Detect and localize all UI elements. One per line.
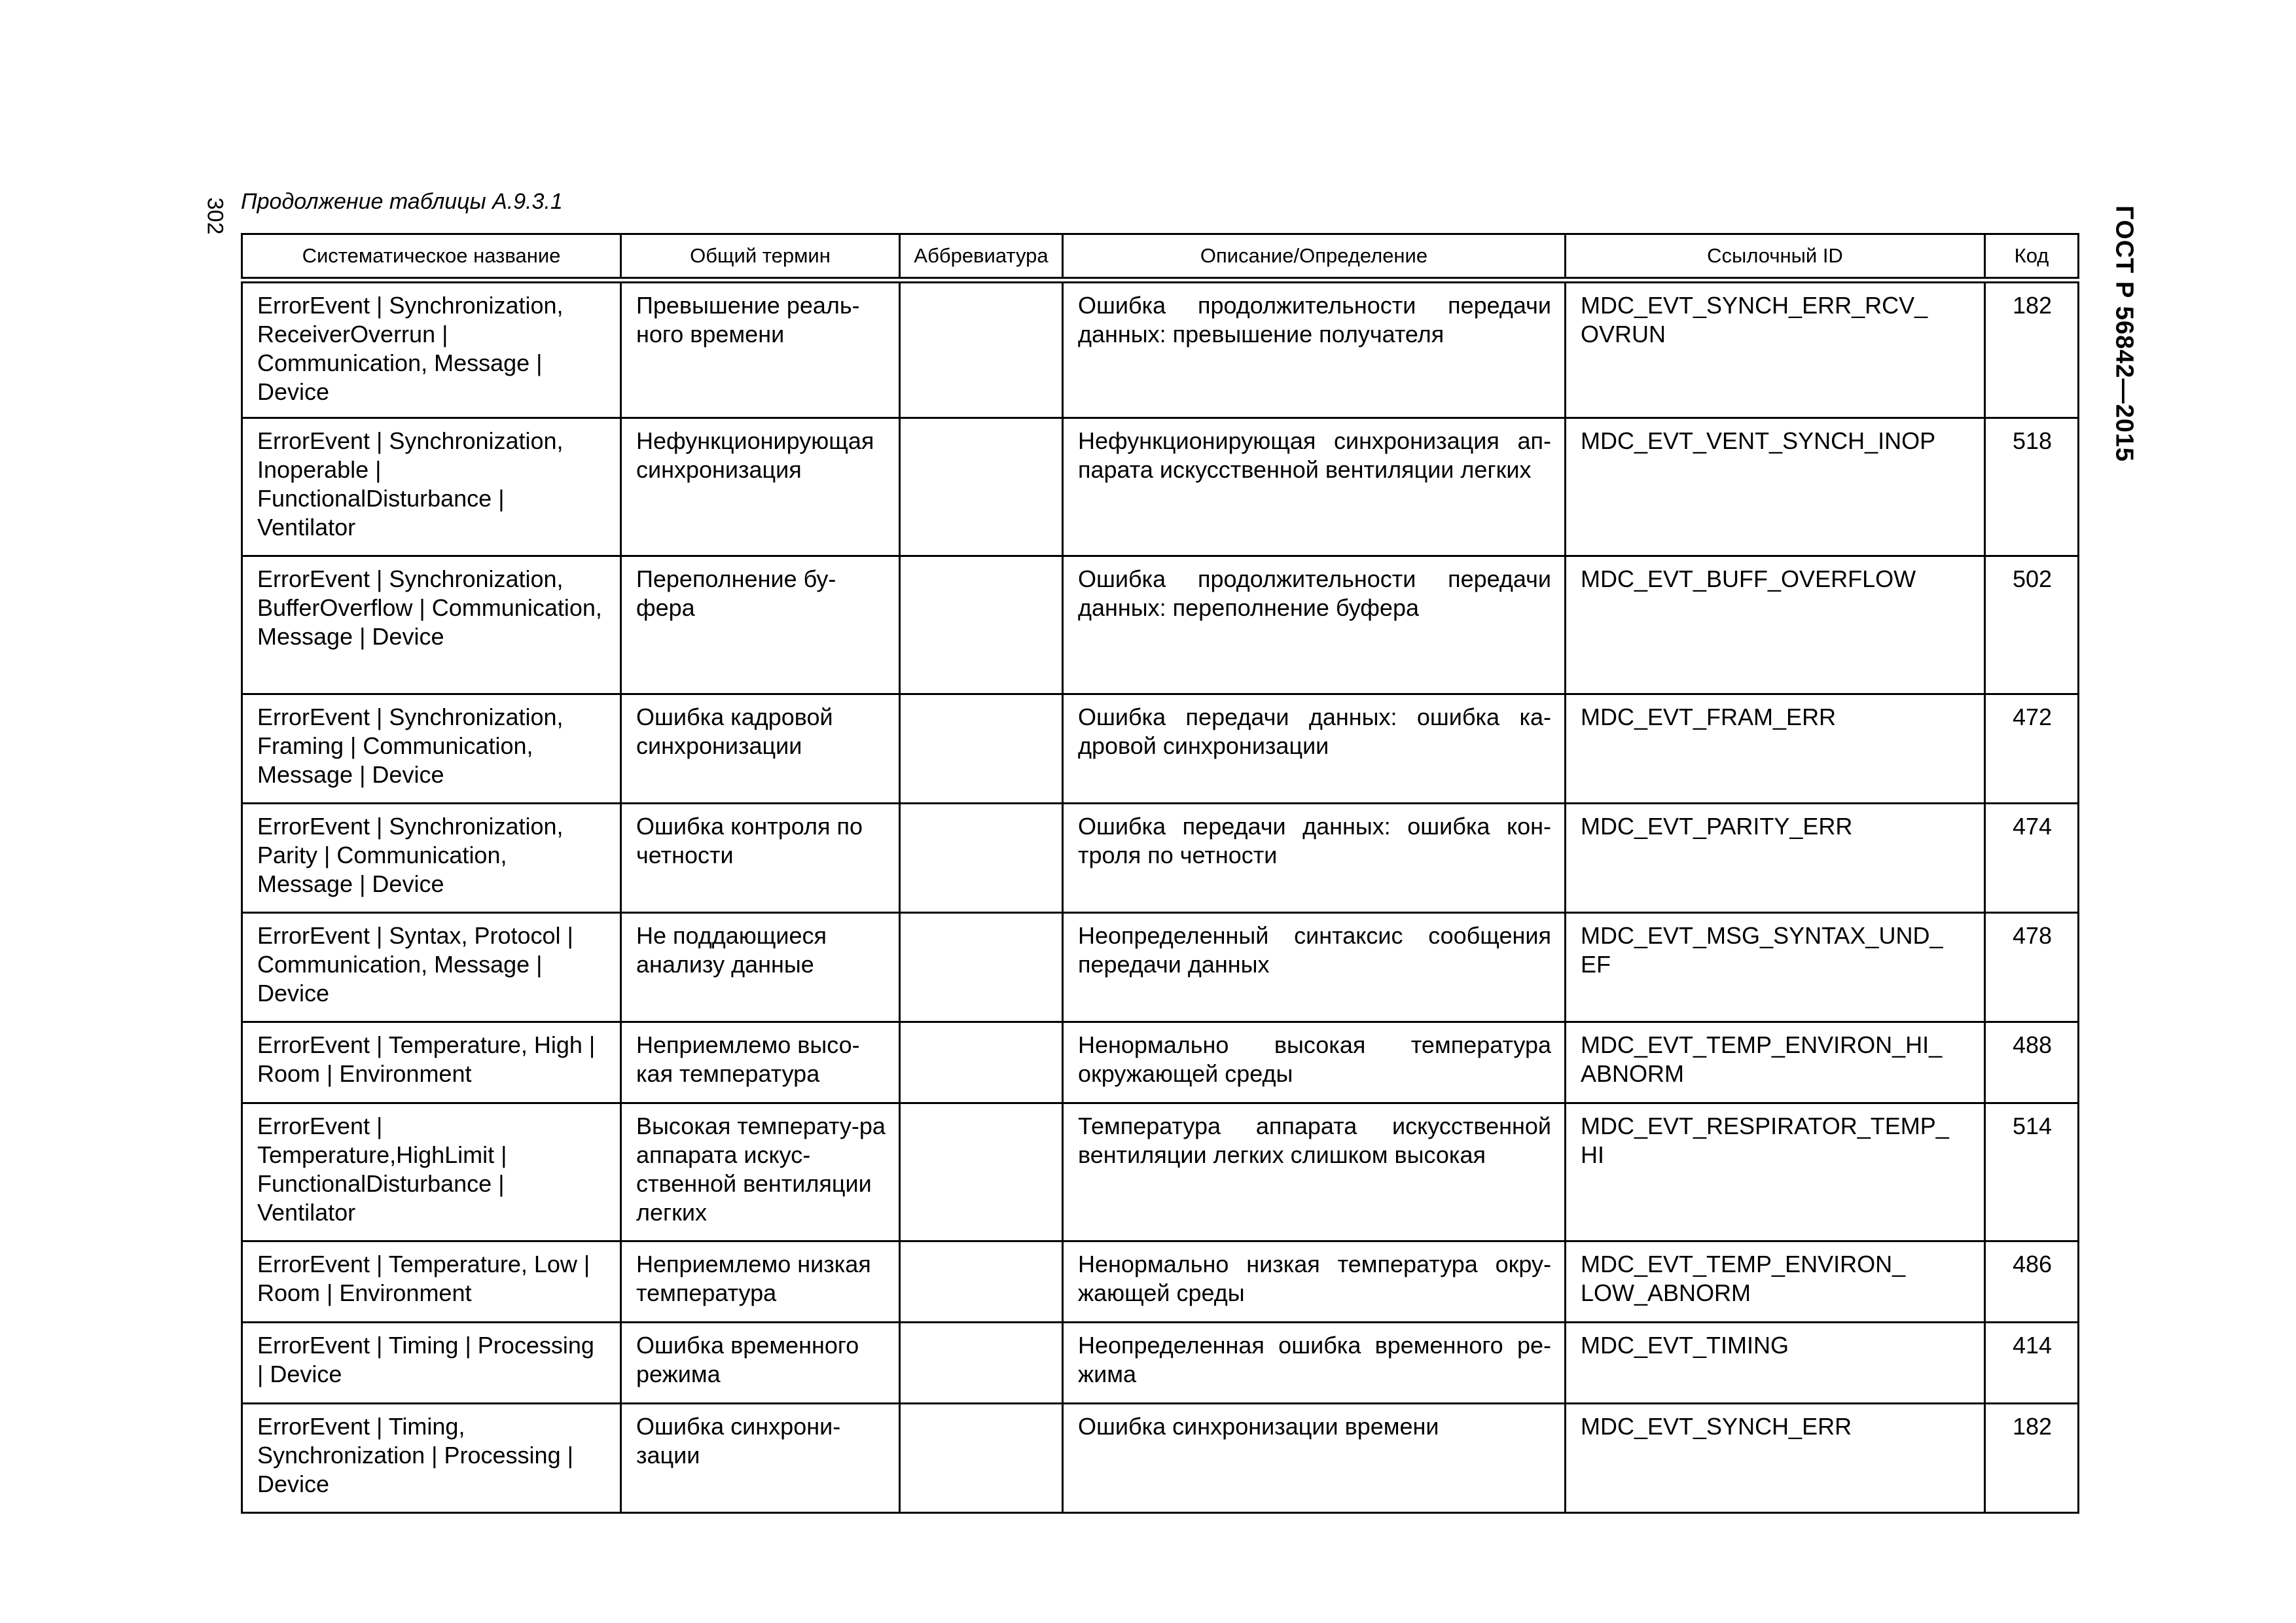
cell-common-term: Высокая температу-ра аппарата искус-ственной вентиляции легких: [621, 1103, 900, 1241]
cell-code: 472: [1985, 694, 2079, 803]
header-code: Код: [1985, 234, 2079, 281]
table-row: [242, 1241, 2079, 1322]
cell-code: 182: [1985, 1403, 2079, 1512]
definitions-table: [241, 233, 2079, 1514]
cell-abbreviation: [900, 1241, 1063, 1322]
table-header-row: [242, 234, 2079, 281]
cell-reference-id: MDC_EVT_TIMING: [1566, 1322, 1985, 1403]
table-row: [242, 694, 2079, 803]
cell-code: 502: [1985, 556, 2079, 694]
cell-systematic-name: ErrorEvent | Synchronization, BufferOverflow | Communication, Message | Device: [242, 556, 621, 694]
cell-common-term: Неприемлемо высо-кая температура: [621, 1022, 900, 1103]
cell-reference-id: MDC_EVT_MSG_SYNTAX_UND_ EF: [1566, 912, 1985, 1022]
cell-reference-id: MDC_EVT_SYNCH_ERR_RCV_ OVRUN: [1566, 280, 1985, 418]
cell-code: 518: [1985, 418, 2079, 556]
cell-systematic-name: ErrorEvent | Temperature, Low | Room | Environment: [242, 1241, 621, 1322]
cell-description: Нефункционирующая синхронизация ап-парата искусственной вентиляции легких: [1063, 418, 1566, 556]
cell-abbreviation: [900, 694, 1063, 803]
table-row: [242, 418, 2079, 556]
cell-systematic-name: ErrorEvent | Temperature, High | Room | Environment: [242, 1022, 621, 1103]
cell-common-term: Ошибка контроля по четности: [621, 803, 900, 912]
cell-reference-id: MDC_EVT_FRAM_ERR: [1566, 694, 1985, 803]
cell-code: 486: [1985, 1241, 2079, 1322]
cell-description: Ненормально низкая температура окру-жающей среды: [1063, 1241, 1566, 1322]
cell-systematic-name: ErrorEvent | Timing, Synchronization | Processing | Device: [242, 1403, 621, 1512]
cell-common-term: Неприемлемо низкая температура: [621, 1241, 900, 1322]
cell-reference-id: MDC_EVT_VENT_SYNCH_INOP: [1566, 418, 1985, 556]
cell-code: 478: [1985, 912, 2079, 1022]
cell-systematic-name: ErrorEvent | Timing | Processing | Device: [242, 1322, 621, 1403]
page-number-text: 302: [202, 197, 228, 235]
table-row: [242, 803, 2079, 912]
cell-description: Неопределенный синтаксис сообщения передачи данных: [1063, 912, 1566, 1022]
page-number: [202, 190, 228, 242]
header-description: Описание/Определение: [1063, 234, 1566, 281]
cell-abbreviation: [900, 1103, 1063, 1241]
document-code: [2104, 190, 2144, 478]
header-reference-id: Ссылочный ID: [1566, 234, 1985, 281]
cell-abbreviation: [900, 912, 1063, 1022]
cell-common-term: Ошибка кадровой синхронизации: [621, 694, 900, 803]
cell-common-term: Не поддающиеся анализу данные: [621, 912, 900, 1022]
cell-common-term: Нефункционирующая синхронизация: [621, 418, 900, 556]
cell-description: Ошибка передачи данных: ошибка кон-троля по четности: [1063, 803, 1566, 912]
cell-abbreviation: [900, 803, 1063, 912]
cell-code: 514: [1985, 1103, 2079, 1241]
cell-reference-id: MDC_EVT_RESPIRATOR_TEMP_ HI: [1566, 1103, 1985, 1241]
cell-systematic-name: ErrorEvent | Synchronization, Inoperable | FunctionalDisturbance | Ventilator: [242, 418, 621, 556]
table-row: [242, 1322, 2079, 1403]
cell-abbreviation: [900, 1403, 1063, 1512]
cell-abbreviation: [900, 280, 1063, 418]
cell-description: Ненормально высокая температура окружающей среды: [1063, 1022, 1566, 1103]
cell-code: 488: [1985, 1022, 2079, 1103]
cell-common-term: Переполнение бу-фера: [621, 556, 900, 694]
cell-description: Ошибка передачи данных: ошибка ка-дровой синхронизации: [1063, 694, 1566, 803]
cell-systematic-name: ErrorEvent | Temperature,HighLimit | FunctionalDisturbance | Ventilator: [242, 1103, 621, 1241]
table-caption: Продолжение таблицы А.9.3.1: [241, 189, 563, 214]
cell-reference-id: MDC_EVT_SYNCH_ERR: [1566, 1403, 1985, 1512]
table-row: [242, 912, 2079, 1022]
cell-abbreviation: [900, 418, 1063, 556]
cell-description: Ошибка продолжительности передачи данных: превышение получателя: [1063, 280, 1566, 418]
header-common-term: Общий термин: [621, 234, 900, 281]
cell-common-term: Ошибка временного режима: [621, 1322, 900, 1403]
header-abbreviation: Аббревиатура: [900, 234, 1063, 281]
header-systematic-name: Систематическое название: [242, 234, 621, 281]
cell-description: Ошибка продолжительности передачи данных: переполнение буфера: [1063, 556, 1566, 694]
cell-description: Температура аппарата искусственной вентиляции легких слишком высокая: [1063, 1103, 1566, 1241]
cell-code: 182: [1985, 280, 2079, 418]
cell-systematic-name: ErrorEvent | Synchronization, Parity | Communication, Message | Device: [242, 803, 621, 912]
table-body: [242, 280, 2079, 1512]
cell-description: Неопределенная ошибка временного ре-жима: [1063, 1322, 1566, 1403]
cell-common-term: Превышение реаль-ного времени: [621, 280, 900, 418]
cell-reference-id: MDC_EVT_TEMP_ENVIRON_HI_ ABNORM: [1566, 1022, 1985, 1103]
cell-systematic-name: ErrorEvent | Syntax, Protocol | Communication, Message | Device: [242, 912, 621, 1022]
cell-abbreviation: [900, 556, 1063, 694]
cell-reference-id: MDC_EVT_PARITY_ERR: [1566, 803, 1985, 912]
cell-description: Ошибка синхронизации времени: [1063, 1403, 1566, 1512]
table-row: [242, 280, 2079, 418]
cell-systematic-name: ErrorEvent | Synchronization, Framing | Communication, Message | Device: [242, 694, 621, 803]
document-code-text: ГОСТ Р 56842—2015: [2110, 205, 2138, 462]
table-row: [242, 556, 2079, 694]
cell-reference-id: MDC_EVT_TEMP_ENVIRON_ LOW_ABNORM: [1566, 1241, 1985, 1322]
cell-abbreviation: [900, 1322, 1063, 1403]
table-row: [242, 1103, 2079, 1241]
cell-reference-id: MDC_EVT_BUFF_OVERFLOW: [1566, 556, 1985, 694]
cell-systematic-name: ErrorEvent | Synchronization, ReceiverOverrun | Communication, Message | Device: [242, 280, 621, 418]
cell-common-term: Ошибка синхрони-зации: [621, 1403, 900, 1512]
table-row: [242, 1403, 2079, 1512]
cell-abbreviation: [900, 1022, 1063, 1103]
cell-code: 414: [1985, 1322, 2079, 1403]
cell-code: 474: [1985, 803, 2079, 912]
table-row: [242, 1022, 2079, 1103]
